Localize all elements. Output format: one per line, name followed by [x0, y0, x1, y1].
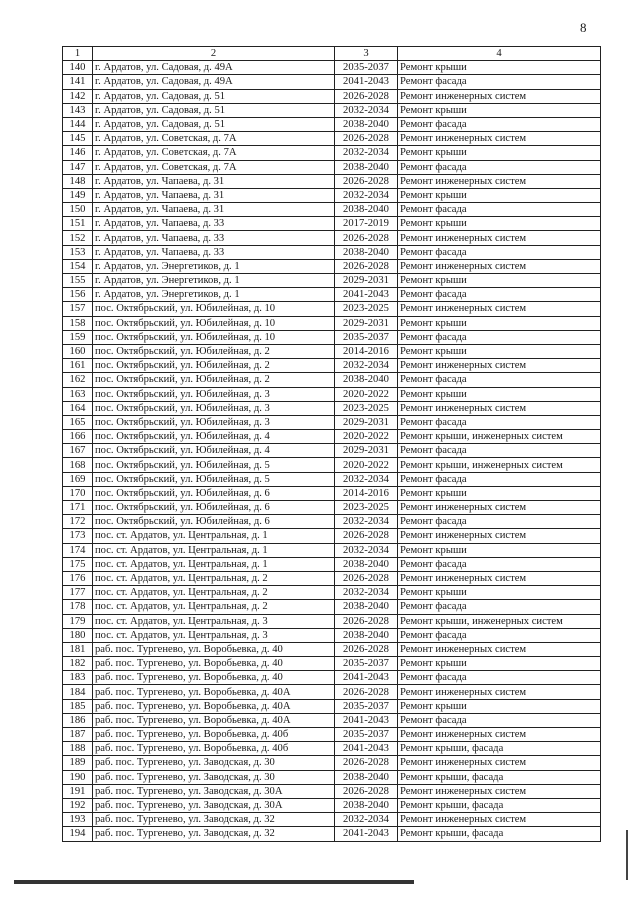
row-number: 192	[63, 798, 93, 812]
work-type-cell: Ремонт инженерных систем	[398, 642, 601, 656]
table-row	[63, 586, 601, 600]
table-row	[63, 160, 601, 174]
period-cell: 2032-2034	[335, 359, 398, 373]
period-cell: 2026-2028	[335, 784, 398, 798]
table-row	[63, 103, 601, 117]
work-type-cell: Ремонт крыши	[398, 344, 601, 358]
work-type-cell: Ремонт инженерных систем	[398, 359, 601, 373]
address-cell: пос. Октябрьский, ул. Юбилейная, д. 10	[93, 330, 335, 344]
work-type-cell: Ремонт крыши, фасада	[398, 827, 601, 841]
address-cell: раб. пос. Тургенево, ул. Воробьевка, д. 40б	[93, 742, 335, 756]
address-cell: раб. пос. Тургенево, ул. Заводская, д. 30А	[93, 798, 335, 812]
work-type-cell: Ремонт фасада	[398, 444, 601, 458]
work-type-cell: Ремонт крыши, фасада	[398, 798, 601, 812]
period-cell: 2029-2031	[335, 444, 398, 458]
table-row	[63, 657, 601, 671]
period-cell: 2038-2040	[335, 203, 398, 217]
table-row	[63, 515, 601, 529]
row-number: 146	[63, 146, 93, 160]
period-cell: 2038-2040	[335, 628, 398, 642]
work-type-cell: Ремонт фасада	[398, 628, 601, 642]
scan-edge-bar	[14, 880, 414, 884]
row-number: 175	[63, 557, 93, 571]
work-type-cell: Ремонт инженерных систем	[398, 784, 601, 798]
period-cell: 2038-2040	[335, 600, 398, 614]
period-cell: 2023-2025	[335, 401, 398, 415]
work-type-cell: Ремонт инженерных систем	[398, 685, 601, 699]
row-number: 152	[63, 231, 93, 245]
period-cell: 2038-2040	[335, 245, 398, 259]
address-cell: г. Ардатов, ул. Советская, д. 7А	[93, 132, 335, 146]
work-type-cell: Ремонт фасада	[398, 288, 601, 302]
table-row	[63, 642, 601, 656]
table-row	[63, 813, 601, 827]
work-type-cell: Ремонт инженерных систем	[398, 529, 601, 543]
period-cell: 2023-2025	[335, 302, 398, 316]
address-cell: г. Ардатов, ул. Чапаева, д. 31	[93, 188, 335, 202]
period-cell: 2026-2028	[335, 756, 398, 770]
address-cell: г. Ардатов, ул. Чапаева, д. 33	[93, 231, 335, 245]
work-type-cell: Ремонт инженерных систем	[398, 728, 601, 742]
row-number: 168	[63, 458, 93, 472]
row-number: 186	[63, 713, 93, 727]
row-number: 183	[63, 671, 93, 685]
work-type-cell: Ремонт инженерных систем	[398, 259, 601, 273]
work-type-cell: Ремонт фасада	[398, 472, 601, 486]
work-type-cell: Ремонт крыши	[398, 274, 601, 288]
row-number: 191	[63, 784, 93, 798]
address-cell: пос. Октябрьский, ул. Юбилейная, д. 10	[93, 316, 335, 330]
period-cell: 2041-2043	[335, 75, 398, 89]
row-number: 187	[63, 728, 93, 742]
period-cell: 2041-2043	[335, 671, 398, 685]
table-row	[63, 132, 601, 146]
row-number: 160	[63, 344, 93, 358]
row-number: 159	[63, 330, 93, 344]
table-row	[63, 557, 601, 571]
row-number: 179	[63, 614, 93, 628]
row-number: 180	[63, 628, 93, 642]
table-row	[63, 174, 601, 188]
address-cell: раб. пос. Тургенево, ул. Воробьевка, д. 40	[93, 642, 335, 656]
table-row	[63, 798, 601, 812]
period-cell: 2035-2037	[335, 728, 398, 742]
work-type-cell: Ремонт фасада	[398, 557, 601, 571]
row-number: 155	[63, 274, 93, 288]
table-row	[63, 188, 601, 202]
work-type-cell: Ремонт фасада	[398, 415, 601, 429]
row-number: 178	[63, 600, 93, 614]
address-cell: г. Ардатов, ул. Чапаева, д. 31	[93, 174, 335, 188]
address-cell: пос. ст. Ардатов, ул. Центральная, д. 2	[93, 600, 335, 614]
work-type-cell: Ремонт крыши	[398, 387, 601, 401]
period-cell: 2026-2028	[335, 174, 398, 188]
row-number: 176	[63, 571, 93, 585]
address-cell: пос. Октябрьский, ул. Юбилейная, д. 4	[93, 430, 335, 444]
row-number: 170	[63, 486, 93, 500]
address-cell: раб. пос. Тургенево, ул. Заводская, д. 32	[93, 827, 335, 841]
table-row	[63, 713, 601, 727]
work-type-cell: Ремонт инженерных систем	[398, 401, 601, 415]
period-cell: 2023-2025	[335, 501, 398, 515]
address-cell: раб. пос. Тургенево, ул. Воробьевка, д. 40б	[93, 728, 335, 742]
row-number: 161	[63, 359, 93, 373]
work-type-cell: Ремонт крыши	[398, 188, 601, 202]
table-row	[63, 543, 601, 557]
period-cell: 2035-2037	[335, 330, 398, 344]
row-number: 151	[63, 217, 93, 231]
work-type-cell: Ремонт фасада	[398, 160, 601, 174]
table-row	[63, 600, 601, 614]
work-type-cell: Ремонт крыши, инженерных систем	[398, 458, 601, 472]
table-row	[63, 699, 601, 713]
work-type-cell: Ремонт крыши	[398, 61, 601, 75]
address-cell: раб. пос. Тургенево, ул. Воробьевка, д. 40А	[93, 685, 335, 699]
address-cell: раб. пос. Тургенево, ул. Воробьевка, д. 40А	[93, 699, 335, 713]
row-number: 194	[63, 827, 93, 841]
address-cell: г. Ардатов, ул. Советская, д. 7А	[93, 146, 335, 160]
table-row	[63, 501, 601, 515]
address-cell: пос. Октябрьский, ул. Юбилейная, д. 5	[93, 472, 335, 486]
period-cell: 2038-2040	[335, 160, 398, 174]
table-row	[63, 430, 601, 444]
table-row	[63, 373, 601, 387]
address-cell: г. Ардатов, ул. Садовая, д. 49А	[93, 61, 335, 75]
work-type-cell: Ремонт инженерных систем	[398, 571, 601, 585]
period-cell: 2035-2037	[335, 657, 398, 671]
table-row	[63, 742, 601, 756]
address-cell: г. Ардатов, ул. Энергетиков, д. 1	[93, 274, 335, 288]
row-number: 147	[63, 160, 93, 174]
period-cell: 2035-2037	[335, 699, 398, 713]
row-number: 149	[63, 188, 93, 202]
address-cell: раб. пос. Тургенево, ул. Воробьевка, д. 40	[93, 671, 335, 685]
address-cell: пос. ст. Ардатов, ул. Центральная, д. 3	[93, 614, 335, 628]
table-row	[63, 231, 601, 245]
column-header-address: 2	[93, 47, 335, 61]
row-number: 145	[63, 132, 93, 146]
work-type-cell: Ремонт крыши, инженерных систем	[398, 430, 601, 444]
table-row	[63, 571, 601, 585]
row-number: 169	[63, 472, 93, 486]
address-cell: пос. Октябрьский, ул. Юбилейная, д. 5	[93, 458, 335, 472]
period-cell: 2026-2028	[335, 571, 398, 585]
table-row	[63, 302, 601, 316]
row-number: 167	[63, 444, 93, 458]
row-number: 190	[63, 770, 93, 784]
address-cell: раб. пос. Тургенево, ул. Воробьевка, д. 40	[93, 657, 335, 671]
table-row	[63, 486, 601, 500]
address-cell: г. Ардатов, ул. Чапаева, д. 31	[93, 203, 335, 217]
period-cell: 2032-2034	[335, 472, 398, 486]
row-number: 154	[63, 259, 93, 273]
period-cell: 2032-2034	[335, 515, 398, 529]
work-type-cell: Ремонт инженерных систем	[398, 756, 601, 770]
row-number: 185	[63, 699, 93, 713]
period-cell: 2032-2034	[335, 543, 398, 557]
table-row	[63, 671, 601, 685]
table-row	[63, 344, 601, 358]
address-cell: раб. пос. Тургенево, ул. Воробьевка, д. 40А	[93, 713, 335, 727]
period-cell: 2038-2040	[335, 557, 398, 571]
row-number: 171	[63, 501, 93, 515]
period-cell: 2032-2034	[335, 103, 398, 117]
period-cell: 2032-2034	[335, 146, 398, 160]
period-cell: 2026-2028	[335, 231, 398, 245]
address-cell: пос. ст. Ардатов, ул. Центральная, д. 3	[93, 628, 335, 642]
address-cell: пос. ст. Ардатов, ул. Центральная, д. 2	[93, 571, 335, 585]
row-number: 181	[63, 642, 93, 656]
row-number: 162	[63, 373, 93, 387]
table-row	[63, 359, 601, 373]
table-row	[63, 827, 601, 841]
work-type-cell: Ремонт крыши	[398, 316, 601, 330]
table-row	[63, 61, 601, 75]
row-number: 189	[63, 756, 93, 770]
work-type-cell: Ремонт инженерных систем	[398, 89, 601, 103]
address-cell: пос. Октябрьский, ул. Юбилейная, д. 3	[93, 415, 335, 429]
work-type-cell: Ремонт фасада	[398, 330, 601, 344]
address-cell: пос. Октябрьский, ул. Юбилейная, д. 6	[93, 501, 335, 515]
page-number: 8	[580, 20, 587, 35]
address-cell: раб. пос. Тургенево, ул. Заводская, д. 30А	[93, 784, 335, 798]
address-cell: раб. пос. Тургенево, ул. Заводская, д. 30	[93, 770, 335, 784]
table-row	[63, 217, 601, 231]
address-cell: г. Ардатов, ул. Чапаева, д. 33	[93, 217, 335, 231]
row-number: 165	[63, 415, 93, 429]
work-type-cell: Ремонт инженерных систем	[398, 174, 601, 188]
row-number: 156	[63, 288, 93, 302]
address-cell: г. Ардатов, ул. Энергетиков, д. 1	[93, 288, 335, 302]
period-cell: 2014-2016	[335, 344, 398, 358]
period-cell: 2020-2022	[335, 430, 398, 444]
table-row	[63, 628, 601, 642]
period-cell: 2026-2028	[335, 259, 398, 273]
row-number: 142	[63, 89, 93, 103]
address-cell: г. Ардатов, ул. Садовая, д. 49А	[93, 75, 335, 89]
row-number: 173	[63, 529, 93, 543]
work-type-cell: Ремонт крыши	[398, 103, 601, 117]
row-number: 158	[63, 316, 93, 330]
work-type-cell: Ремонт фасада	[398, 245, 601, 259]
row-number: 140	[63, 61, 93, 75]
work-type-cell: Ремонт фасада	[398, 600, 601, 614]
period-cell: 2035-2037	[335, 61, 398, 75]
period-cell: 2029-2031	[335, 415, 398, 429]
work-type-cell: Ремонт крыши	[398, 217, 601, 231]
address-cell: пос. ст. Ардатов, ул. Центральная, д. 1	[93, 529, 335, 543]
work-type-cell: Ремонт фасада	[398, 713, 601, 727]
table-row	[63, 529, 601, 543]
table-row	[63, 472, 601, 486]
address-cell: г. Ардатов, ул. Садовая, д. 51	[93, 103, 335, 117]
address-cell: пос. Октябрьский, ул. Юбилейная, д. 2	[93, 359, 335, 373]
row-number: 144	[63, 117, 93, 131]
address-cell: раб. пос. Тургенево, ул. Заводская, д. 32	[93, 813, 335, 827]
address-cell: пос. Октябрьский, ул. Юбилейная, д. 4	[93, 444, 335, 458]
work-type-cell: Ремонт крыши	[398, 486, 601, 500]
period-cell: 2026-2028	[335, 642, 398, 656]
period-cell: 2029-2031	[335, 316, 398, 330]
period-cell: 2032-2034	[335, 586, 398, 600]
work-type-cell: Ремонт инженерных систем	[398, 132, 601, 146]
work-type-cell: Ремонт крыши	[398, 699, 601, 713]
period-cell: 2041-2043	[335, 742, 398, 756]
period-cell: 2041-2043	[335, 713, 398, 727]
row-number: 143	[63, 103, 93, 117]
row-number: 141	[63, 75, 93, 89]
table-row	[63, 770, 601, 784]
work-type-cell: Ремонт инженерных систем	[398, 231, 601, 245]
work-type-cell: Ремонт фасада	[398, 117, 601, 131]
work-type-cell: Ремонт фасада	[398, 373, 601, 387]
table-row	[63, 458, 601, 472]
table-row	[63, 728, 601, 742]
row-number: 188	[63, 742, 93, 756]
address-cell: пос. Октябрьский, ул. Юбилейная, д. 3	[93, 387, 335, 401]
table-row	[63, 401, 601, 415]
row-number: 174	[63, 543, 93, 557]
row-number: 166	[63, 430, 93, 444]
period-cell: 2026-2028	[335, 614, 398, 628]
work-type-cell: Ремонт крыши	[398, 586, 601, 600]
period-cell: 2038-2040	[335, 373, 398, 387]
work-type-cell: Ремонт крыши	[398, 543, 601, 557]
period-cell: 2020-2022	[335, 387, 398, 401]
row-number: 193	[63, 813, 93, 827]
period-cell: 2014-2016	[335, 486, 398, 500]
work-type-cell: Ремонт крыши, фасада	[398, 770, 601, 784]
row-number: 148	[63, 174, 93, 188]
address-cell: раб. пос. Тургенево, ул. Заводская, д. 30	[93, 756, 335, 770]
period-cell: 2038-2040	[335, 117, 398, 131]
period-cell: 2020-2022	[335, 458, 398, 472]
table-row	[63, 259, 601, 273]
work-type-cell: Ремонт крыши, инженерных систем	[398, 614, 601, 628]
work-type-cell: Ремонт инженерных систем	[398, 302, 601, 316]
column-header-work-type: 4	[398, 47, 601, 61]
scan-edge-mark	[626, 830, 628, 880]
address-cell: г. Ардатов, ул. Садовая, д. 51	[93, 117, 335, 131]
period-cell: 2038-2040	[335, 770, 398, 784]
table-row	[63, 756, 601, 770]
period-cell: 2026-2028	[335, 89, 398, 103]
address-cell: пос. Октябрьский, ул. Юбилейная, д. 2	[93, 344, 335, 358]
row-number: 184	[63, 685, 93, 699]
address-cell: пос. ст. Ардатов, ул. Центральная, д. 1	[93, 543, 335, 557]
address-cell: г. Ардатов, ул. Садовая, д. 51	[93, 89, 335, 103]
table-row	[63, 274, 601, 288]
table-row	[63, 245, 601, 259]
table-row	[63, 146, 601, 160]
repair-schedule-table	[62, 46, 601, 842]
table-row	[63, 444, 601, 458]
row-number: 164	[63, 401, 93, 415]
table-row	[63, 415, 601, 429]
row-number: 182	[63, 657, 93, 671]
work-type-cell: Ремонт фасада	[398, 671, 601, 685]
period-cell: 2038-2040	[335, 798, 398, 812]
table-row	[63, 685, 601, 699]
work-type-cell: Ремонт фасада	[398, 515, 601, 529]
address-cell: г. Ардатов, ул. Энергетиков, д. 1	[93, 259, 335, 273]
row-number: 177	[63, 586, 93, 600]
column-header-period: 3	[335, 47, 398, 61]
row-number: 172	[63, 515, 93, 529]
period-cell: 2026-2028	[335, 132, 398, 146]
table-row	[63, 288, 601, 302]
period-cell: 2029-2031	[335, 274, 398, 288]
work-type-cell: Ремонт инженерных систем	[398, 813, 601, 827]
work-type-cell: Ремонт крыши	[398, 657, 601, 671]
table-body	[63, 61, 601, 841]
table-row	[63, 117, 601, 131]
address-cell: пос. ст. Ардатов, ул. Центральная, д. 2	[93, 586, 335, 600]
table-row	[63, 75, 601, 89]
column-header-number: 1	[63, 47, 93, 61]
table-row	[63, 316, 601, 330]
table-row	[63, 614, 601, 628]
work-type-cell: Ремонт инженерных систем	[398, 501, 601, 515]
work-type-cell: Ремонт фасада	[398, 75, 601, 89]
period-cell: 2032-2034	[335, 813, 398, 827]
table-row	[63, 203, 601, 217]
period-cell: 2032-2034	[335, 188, 398, 202]
period-cell: 2026-2028	[335, 529, 398, 543]
table-header-row	[63, 47, 601, 61]
row-number: 163	[63, 387, 93, 401]
table-row	[63, 784, 601, 798]
table-row	[63, 387, 601, 401]
table-row	[63, 89, 601, 103]
table-row	[63, 330, 601, 344]
work-type-cell: Ремонт фасада	[398, 203, 601, 217]
address-cell: г. Ардатов, ул. Советская, д. 7А	[93, 160, 335, 174]
period-cell: 2041-2043	[335, 827, 398, 841]
address-cell: г. Ардатов, ул. Чапаева, д. 33	[93, 245, 335, 259]
period-cell: 2041-2043	[335, 288, 398, 302]
period-cell: 2026-2028	[335, 685, 398, 699]
address-cell: пос. Октябрьский, ул. Юбилейная, д. 6	[93, 515, 335, 529]
period-cell: 2017-2019	[335, 217, 398, 231]
row-number: 153	[63, 245, 93, 259]
row-number: 150	[63, 203, 93, 217]
address-cell: пос. Октябрьский, ул. Юбилейная, д. 10	[93, 302, 335, 316]
address-cell: пос. Октябрьский, ул. Юбилейная, д. 3	[93, 401, 335, 415]
work-type-cell: Ремонт крыши	[398, 146, 601, 160]
address-cell: пос. Октябрьский, ул. Юбилейная, д. 2	[93, 373, 335, 387]
address-cell: пос. ст. Ардатов, ул. Центральная, д. 1	[93, 557, 335, 571]
address-cell: пос. Октябрьский, ул. Юбилейная, д. 6	[93, 486, 335, 500]
work-type-cell: Ремонт крыши, фасада	[398, 742, 601, 756]
row-number: 157	[63, 302, 93, 316]
